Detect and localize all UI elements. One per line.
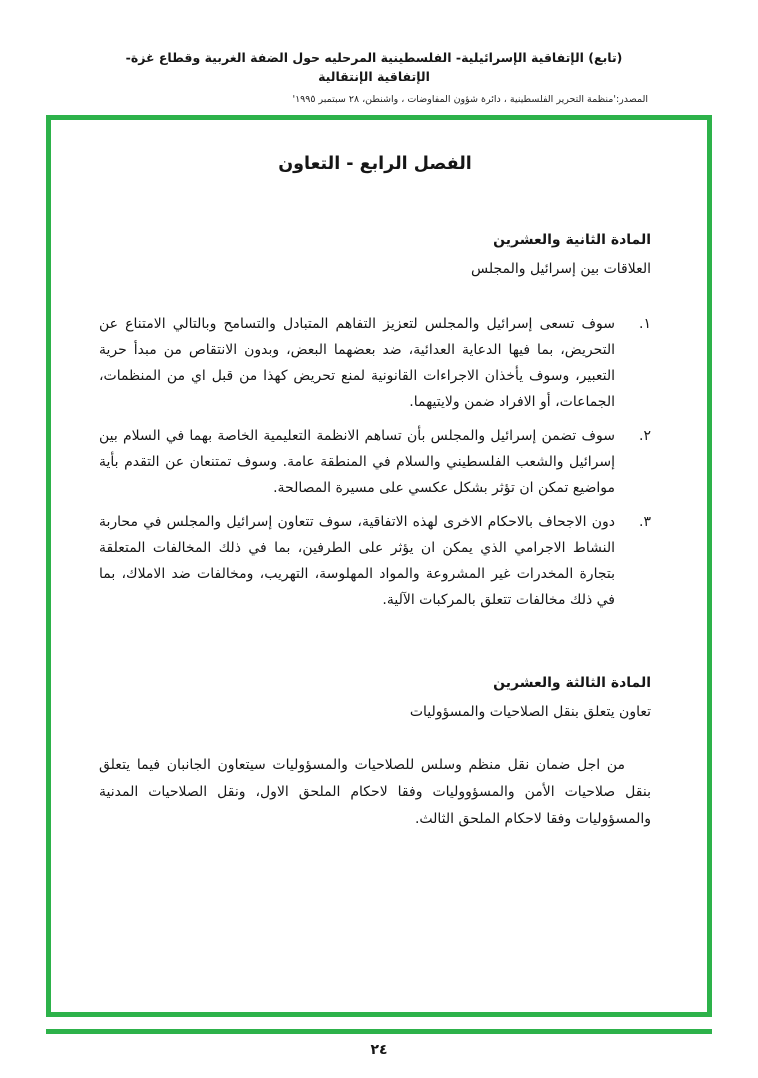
list-item-text: دون الاجحاف بالاحكام الاخرى لهذه الاتفاقية، سوف تتعاون إسرائيل والمجلس في محاربة النشاط الاجرامي الذي يمكن ان يؤثر على الطرفين، بما في ذلك المخالفات المتعلقة بتجارة المخدرات غير المشروعة والمواد المهلوسة، التهريب، ومخالفات ضد الاملاك، بما في ذلك مخالفات تتعلق بالمركبات الآلية. [99,514,615,608]
list-item [99,509,651,613]
article-22-heading: المادة الثانية والعشرين [493,232,651,248]
bottom-rule [46,1029,712,1034]
article-23-subtitle: تعاون يتعلق بنقل الصلاحيات والمسؤوليات [409,704,651,720]
content-frame [46,115,712,1017]
list-item [99,423,651,501]
article-22-section [99,232,651,613]
page-number: ٢٤ [370,1042,388,1058]
article-22-subtitle: العلاقات بين إسرائيل والمجلس [470,261,651,277]
header-title: (تابع) الإتفاقية الإسرائيلية- الفلسطينية المرحليه حول الضفة الغربية وقطاع غزة- الإتفاقية الإنتقالية [125,50,623,85]
article-23-heading: المادة الثالثة والعشرين [493,675,651,691]
document-header [100,48,648,105]
list-item-text: سوف تسعى إسرائيل والمجلس لتعزيز التفاهم المتبادل والتسامح وبالتالي الامتناع عن التحريض، بما فيها الدعاية العدائية، ضد بعضهما البعض، وبدون الانتقاص من مبدأ حرية التعبير، وسوف يأخذان الاجراءات القانونية لمنع تحريض كهذا من قبل اي من المنظمات، الجماعات، أو الافراد ضمن ولايتيهما. [99,316,615,410]
header-source: المصدر:'منظمة التحرير الفلسطينية ، دائرة شؤون المفاوضات ، واشنطن، ٢٨ سبتمبر ١٩٩٥' [292,93,648,105]
list-item-number: ٣. [639,514,651,530]
article-22-list [99,311,651,613]
article-23-paragraph: من اجل ضمان نقل منظم وسلس للصلاحيات والمسؤوليات سيتعاون الجانبان فيما يتعلق بنقل صلاحيات الأمن والمسؤووليات وفقا لاحكام الملحق الاول، ونقل الصلاحيات المدنية والمسؤوليات وفقا لاحكام الملحق الثالث. [99,757,651,827]
list-item [99,311,651,415]
list-item-text: سوف تضمن إسرائيل والمجلس بأن تساهم الانظمة التعليمية الخاصة بهما في السلام بين إسرائيل والشعب الفلسطيني والسلام في المنطقة عامة. وسوف تمتنعان عن التقدم بأية مواضيع تمكن ان تؤثر بشكل عكسي على مسيرة المصالحة. [99,428,615,496]
chapter-title: الفصل الرابع - التعاون [278,154,472,174]
list-item-number: ١. [639,316,651,332]
list-item-number: ٢. [639,428,651,444]
article-23-section [99,675,651,833]
